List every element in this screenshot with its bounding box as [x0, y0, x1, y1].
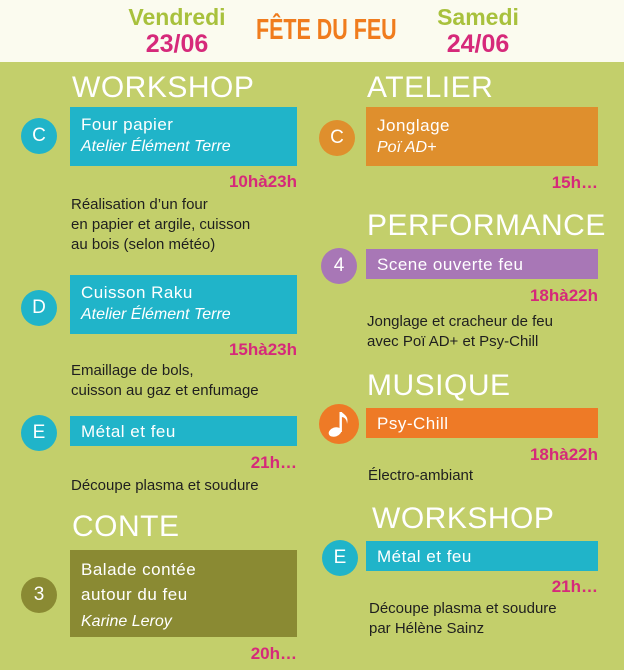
header-bar — [0, 0, 624, 62]
section-heading-conte: CONTE — [72, 510, 180, 543]
event-description — [367, 312, 553, 352]
event-description — [71, 195, 250, 255]
event-time: 18hà22h — [529, 286, 598, 305]
event-description — [71, 361, 259, 401]
right-date: 24/06 — [446, 30, 510, 58]
event-time: 21h… — [250, 453, 297, 472]
badge-c: C — [21, 118, 57, 154]
description-line: avec Poï AD+ et Psy-Chill — [367, 333, 539, 350]
event-description — [368, 466, 473, 486]
description-line: Découpe plasma et soudure — [71, 477, 259, 494]
event-subtitle: Poï AD+ — [377, 139, 437, 156]
description-line: Électro-ambiant — [368, 467, 474, 484]
event-subtitle: Atelier Élément Terre — [81, 306, 231, 323]
description-line: cuisson au gaz et enfumage — [71, 382, 259, 399]
event-time: 15hà23h — [228, 340, 297, 359]
event-time: 10hà23h — [228, 172, 297, 191]
event-title: Jonglage — [377, 116, 451, 135]
description-line: Réalisation d’un four — [71, 196, 208, 213]
event-description — [369, 599, 557, 639]
music-note-icon — [319, 404, 359, 444]
event-bar-scene-ouverte — [366, 249, 598, 279]
right-date-block — [418, 6, 538, 57]
description-line: Emaillage de bols, — [71, 362, 194, 379]
event-title: Métal et feu — [377, 547, 472, 566]
event-bar-psy-chill — [366, 408, 598, 438]
badge-e: E — [21, 415, 57, 451]
event-title: Métal et feu — [81, 422, 176, 441]
event-subtitle: Karine Leroy — [81, 613, 172, 630]
description-line: Découpe plasma et soudure — [369, 600, 557, 617]
badge-4: 4 — [321, 248, 357, 284]
event-time: 15h… — [551, 173, 598, 192]
event-bar-balade-contee — [70, 550, 297, 637]
left-date: 23/06 — [145, 30, 209, 58]
badge-d: D — [21, 290, 57, 326]
left-date-block — [112, 6, 242, 57]
event-description — [71, 476, 259, 496]
event-title: Four papier — [81, 115, 174, 134]
badge-e: E — [322, 540, 358, 576]
event-time: 18hà22h — [529, 445, 598, 464]
event-bar-metal-et-feu — [366, 541, 598, 571]
description-line: au bois (selon météo) — [71, 236, 216, 253]
section-heading-workshop: WORKSHOP — [72, 71, 255, 104]
event-title-line: autour du feu — [81, 585, 188, 604]
description-line: en papier et argile, cuisson — [71, 216, 251, 233]
badge-c: C — [319, 120, 355, 156]
event-title: Scene ouverte feu — [377, 255, 524, 274]
event-bar-cuisson-raku — [70, 275, 297, 334]
event-bar-jonglage — [366, 107, 598, 166]
section-heading-performance: PERFORMANCE — [367, 209, 606, 242]
event-bar-four-papier — [70, 107, 297, 166]
section-heading-musique: MUSIQUE — [367, 369, 511, 402]
description-line: par Hélène Sainz — [369, 620, 485, 637]
right-day-name: Samedi — [437, 4, 519, 30]
section-heading-workshop: WORKSHOP — [372, 502, 555, 535]
event-time: 21h… — [551, 577, 598, 596]
event-title: Psy-Chill — [377, 414, 449, 433]
event-bar-metal-et-feu — [70, 416, 297, 446]
section-heading-atelier: ATELIER — [367, 71, 494, 104]
event-title: Cuisson Raku — [81, 283, 193, 302]
badge-3: 3 — [21, 577, 57, 613]
event-title: FÊTE DU FEU — [256, 14, 397, 46]
event-time: 20h… — [250, 644, 297, 663]
event-subtitle: Atelier Élément Terre — [81, 138, 231, 155]
left-day-name: Vendredi — [128, 4, 226, 30]
event-title-line: Balade contée — [81, 560, 197, 579]
description-line: Jonglage et cracheur de feu — [367, 313, 553, 330]
